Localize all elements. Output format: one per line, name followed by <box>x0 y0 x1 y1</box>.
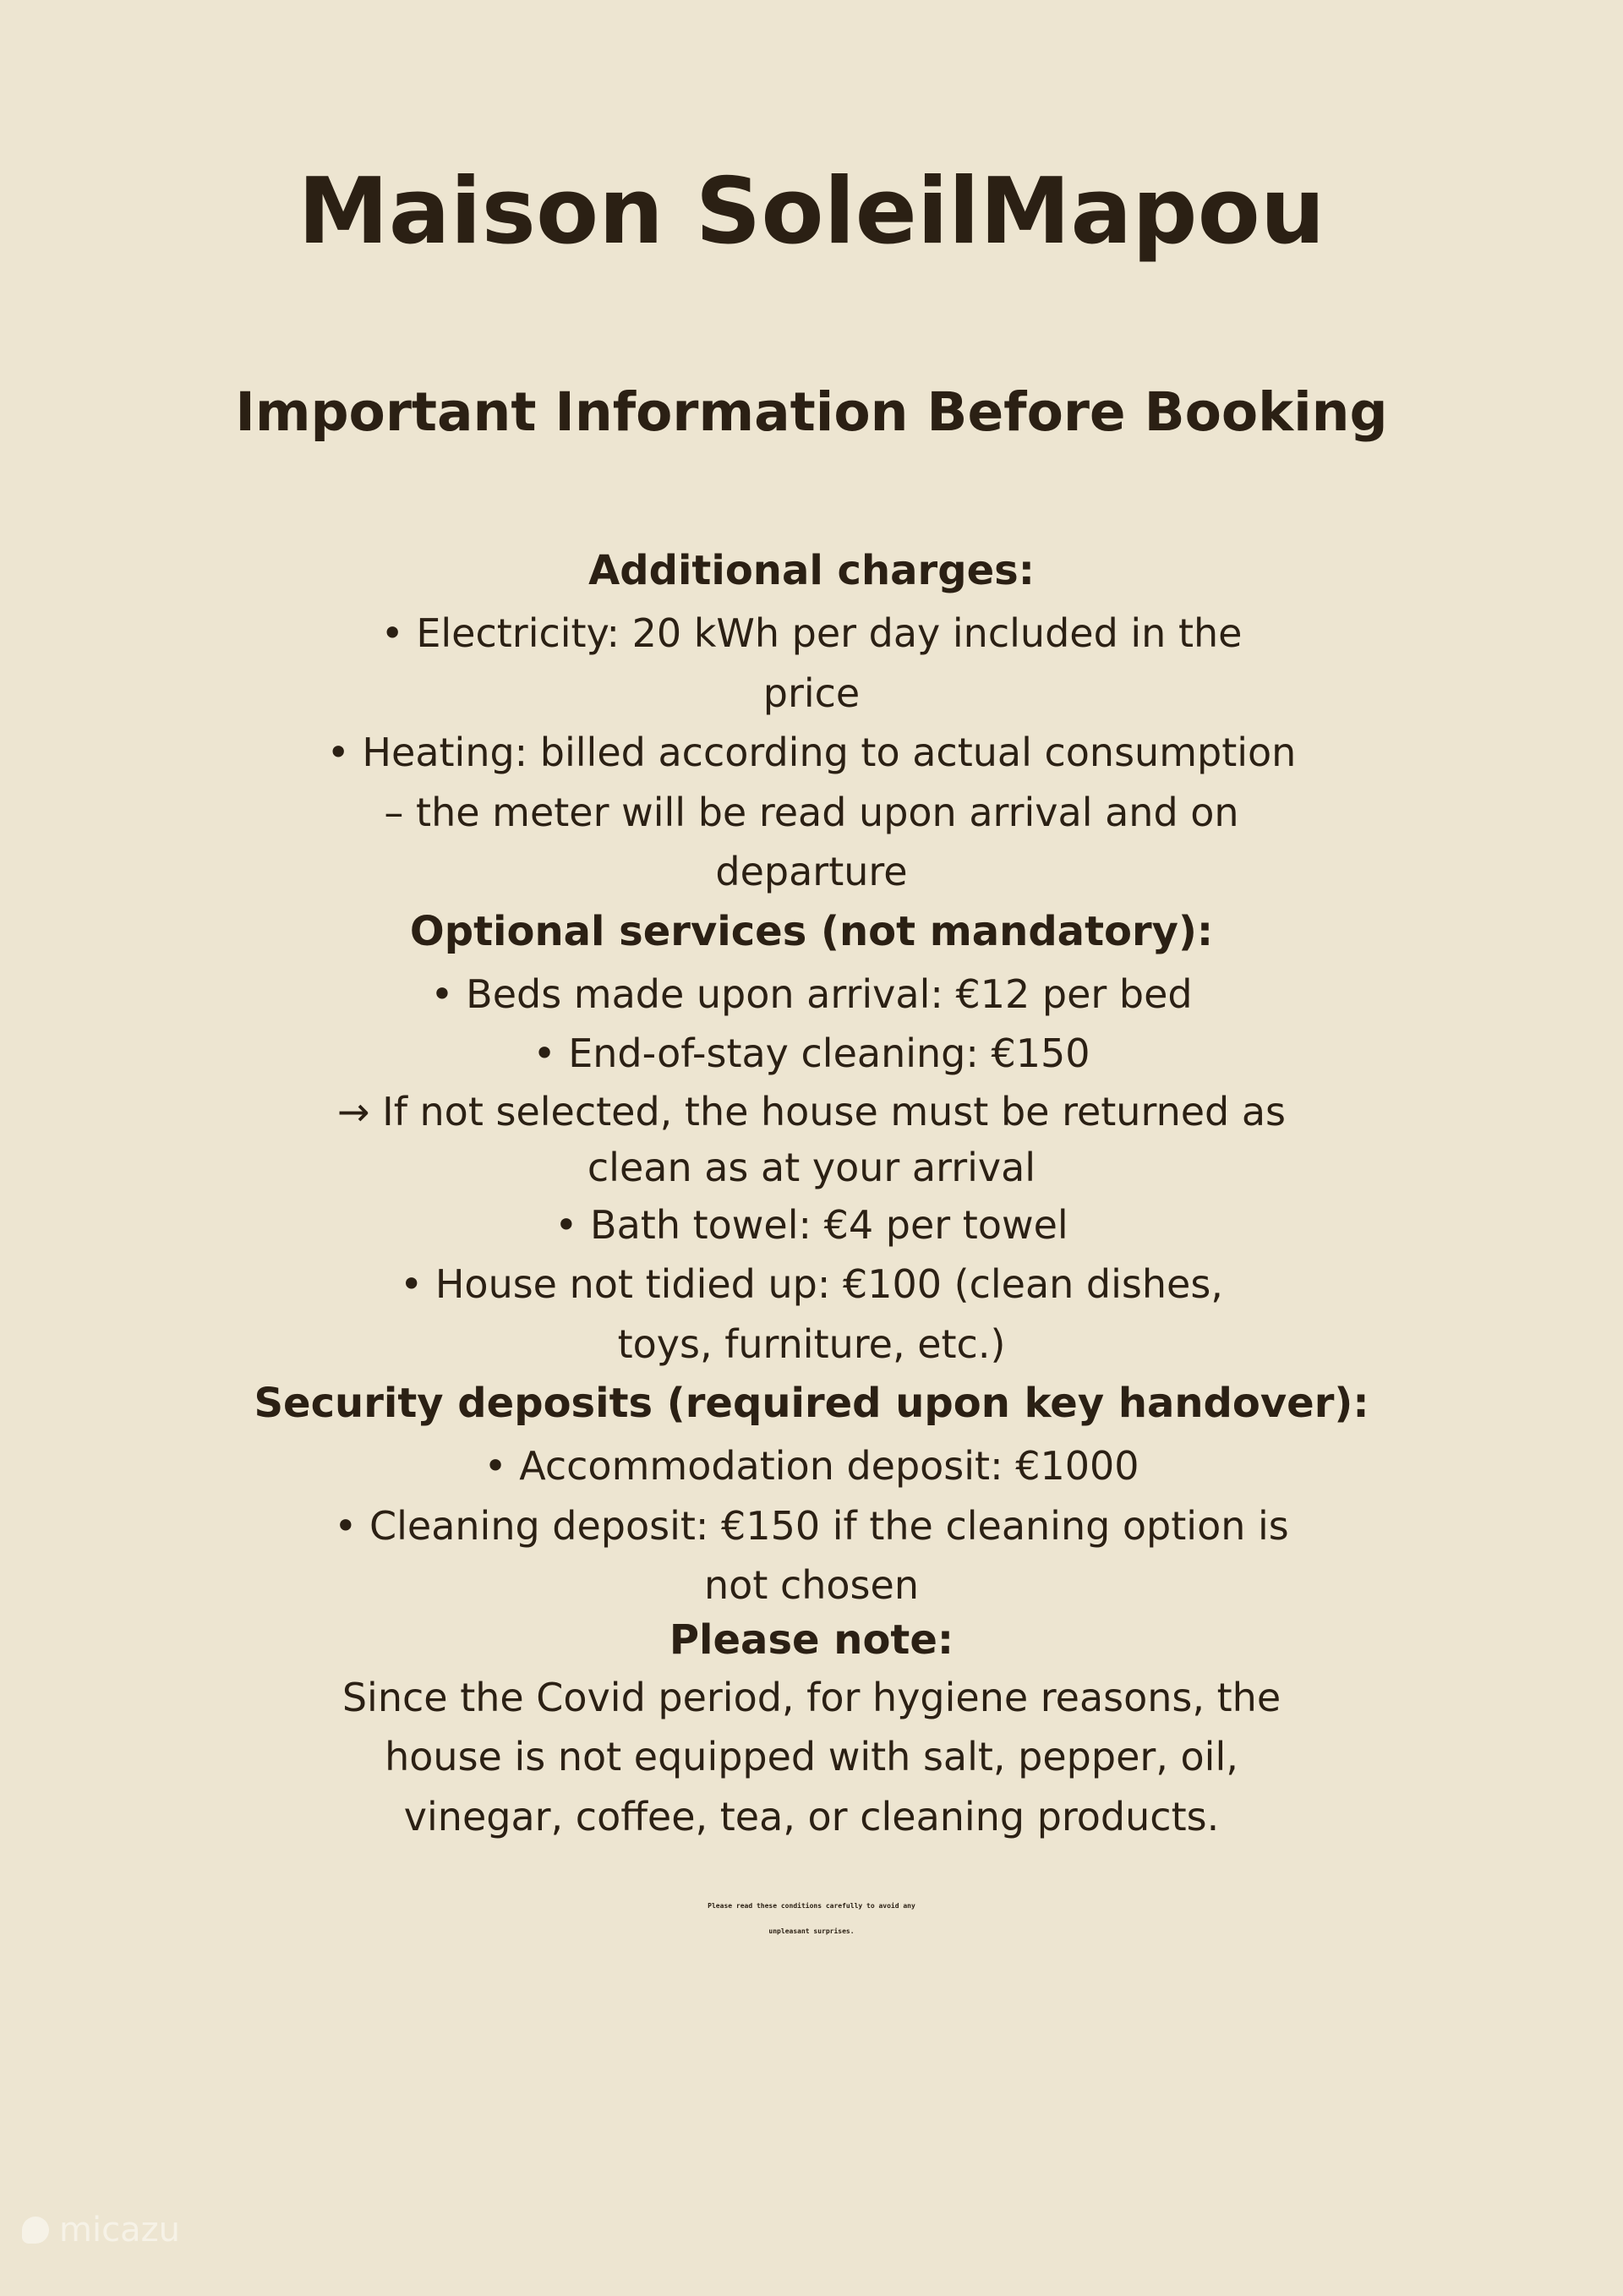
optional-services-heading: Optional services (not mandatory): <box>409 907 1214 955</box>
beds-made-line: • Beds made upon arrival: €12 per bed <box>430 970 1193 1017</box>
please-note-section <box>254 1615 1369 1847</box>
additional-charges-section <box>254 541 1369 902</box>
heating-line: • Heating: billed according to actual consumption – the meter will be read upon arrival and on departure <box>326 730 1297 894</box>
end-of-stay-cleaning-line: • End-of-stay cleaning: €150 <box>533 1030 1090 1076</box>
cleaning-deposit-line: • Cleaning deposit: €150 if the cleaning option is not chosen <box>334 1502 1289 1608</box>
electricity-line: • Electricity: 20 kWh per day included in the price <box>380 610 1243 716</box>
fine-print <box>0 1894 1623 1944</box>
watermark-text: micazu <box>59 2211 180 2250</box>
bath-towel-line: • Bath towel: €4 per towel <box>555 1201 1068 1248</box>
house-not-tidied-line: • House not tidied up: €100 (clean dishes, toys, furniture, etc.) <box>400 1261 1223 1367</box>
please-note-text: Since the Covid period, for hygiene reasons, the house is not equipped with salt, pepper, oil, vinegar, coffee, tea, or cleaning products. <box>342 1674 1281 1840</box>
security-deposits-section <box>254 1374 1369 1615</box>
info-content <box>254 541 1369 1846</box>
micazu-watermark <box>22 2211 180 2250</box>
speech-bubble-icon <box>22 2217 49 2244</box>
page-title: Maison SoleilMapou <box>298 159 1325 265</box>
security-deposits-heading: Security deposits (required upon key handover): <box>254 1380 1369 1427</box>
please-note-heading: Please note: <box>669 1615 954 1664</box>
optional-services-section <box>254 902 1369 1375</box>
additional-charges-heading: Additional charges: <box>588 547 1035 594</box>
accommodation-deposit-line: • Accommodation deposit: €1000 <box>484 1443 1139 1489</box>
fine-print-text: Please read these conditions carefully to avoid any unpleasant surprises. <box>708 1902 915 1935</box>
page-subtitle: Important Information Before Booking <box>235 381 1388 443</box>
cleaning-note-line: → If not selected, the house must be returned as clean as at your arrival <box>336 1088 1286 1190</box>
